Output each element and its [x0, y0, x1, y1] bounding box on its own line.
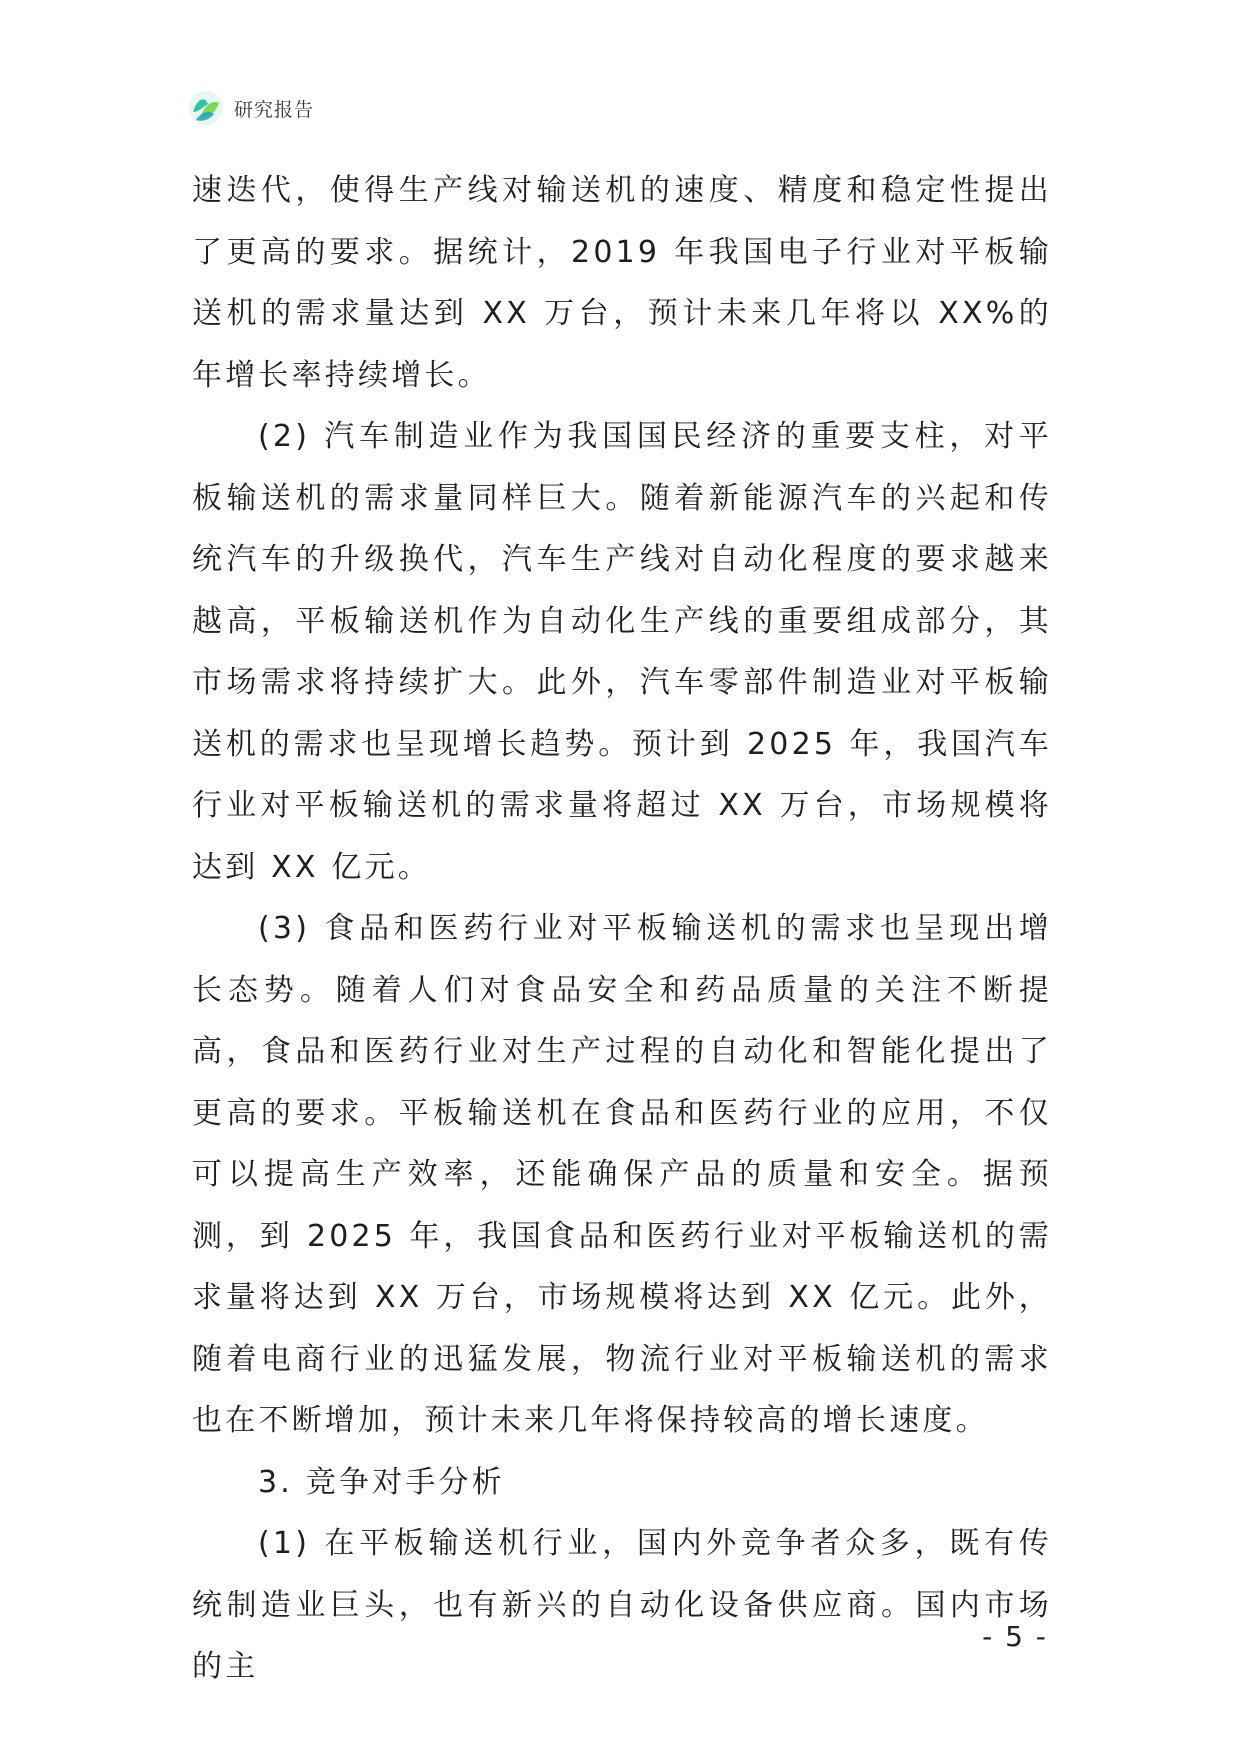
page-number: - 5 -	[982, 1620, 1048, 1653]
paragraph-automotive: (2) 汽车制造业作为我国国民经济的重要支柱，对平板输送机的需求量同样巨大。随着新能源汽车的兴起和传统汽车的升级换代，汽车生产线对自动化程度的要求越来越高，平板输送机作为自动化生产线的重要组成部分，其市场需求将持续扩大。此外，汽车零部件制造业对平板输送机的需求也呈现增长趋势。预计到 2025 年，我国汽车行业对平板输送机的需求量将超过 XX 万台，市场规模将达到 XX 亿元。	[192, 419, 1052, 885]
page-header	[188, 88, 314, 128]
document-body	[192, 160, 1052, 1698]
header-title: 研究报告	[234, 98, 315, 121]
leaf-logo-icon	[188, 90, 224, 126]
paragraph-electronics: 速迭代，使得生产线对输送机的速度、精度和稳定性提出了更高的要求。据统计，2019 年我国电子行业对平板输送机的需求量达到 XX 万台，预计未来几年将以 XX%的年增长率持续增长。	[192, 173, 1052, 393]
paragraph-competitors: (1) 在平板输送机行业，国内外竞争者众多，既有传统制造业巨头，也有新兴的自动化设备供应商。国内市场的主	[192, 1526, 1052, 1684]
paragraph-food-pharma: (3) 食品和医药行业对平板输送机的需求也呈现出增长态势。随着人们对食品安全和药品质量的关注不断提高，食品和医药行业对生产过程的自动化和智能化提出了更高的要求。平板输送机在食品和医药行业的应用，不仅可以提高生产效率，还能确保产品的质量和安全。据预测，到 2025 年，我国食品和医药行业对平板输送机的需求量将达到 XX 万台，市场规模将达到 XX 亿元。此外，随着电商行业的迅猛发展，物流行业对平板输送机的需求也在不断增加，预计未来几年将保持较高的增长速度。	[192, 911, 1052, 1438]
section-heading: 3. 竞争对手分析	[258, 1464, 505, 1500]
